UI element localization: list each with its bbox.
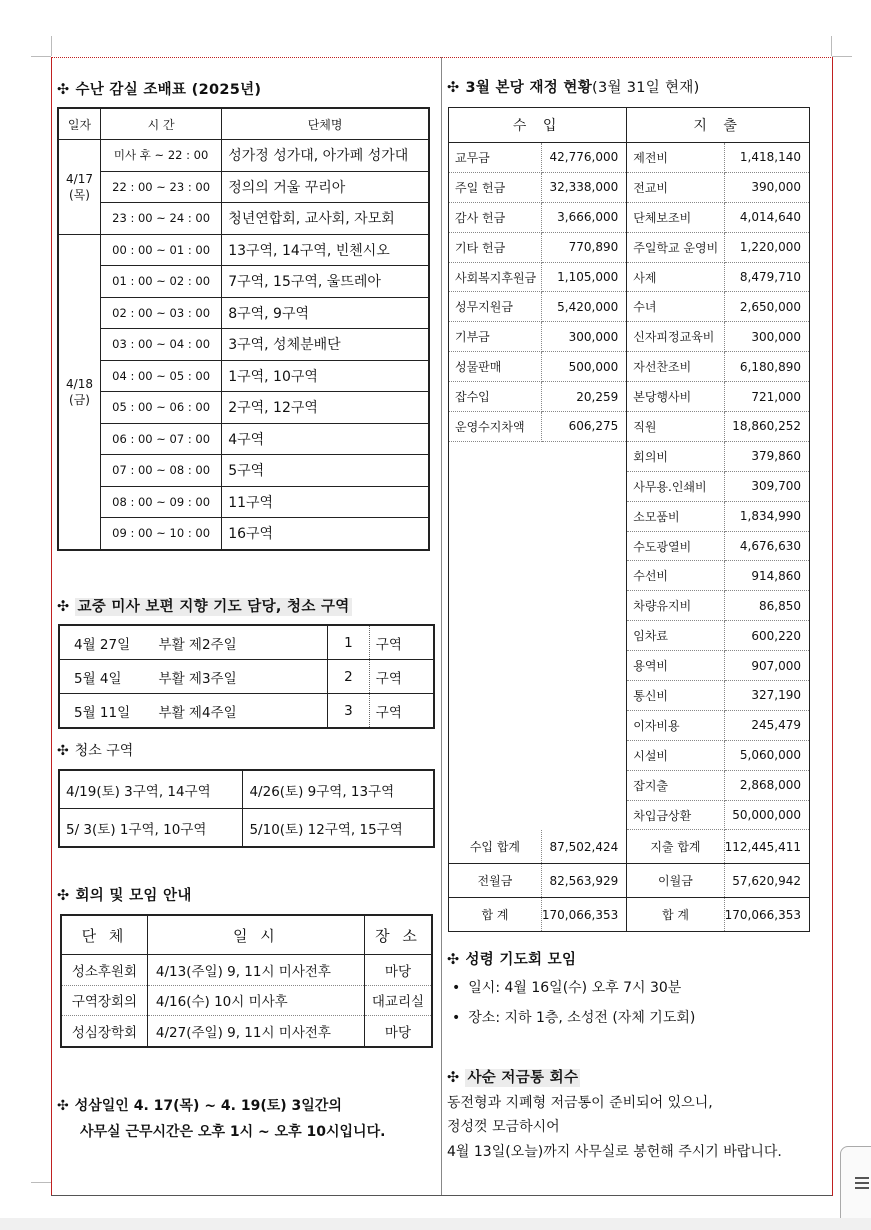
income-label: 기부금 [449,322,542,352]
meeting-org: 성심장학회 [61,1016,147,1047]
cleaning-cell: 4/26(토) 9구역, 13구역 [243,770,434,809]
group-cell: 2구역, 12구역 [222,392,429,424]
spirit-item-time: • 일시: 4월 16일(수) 오후 7시 30분 [452,980,682,996]
diamond-icon: ✣ [447,1070,460,1086]
income-label: 교무금 [449,143,542,173]
cleaning-title: ✣ 청소 구역 [57,743,134,759]
prayer-num: 3 [328,694,370,729]
income-value: 32,338,000 [541,172,626,202]
income-value: 1,105,000 [541,262,626,292]
expense-value: 1,834,990 [724,501,809,531]
expense-label: 전교비 [627,172,724,202]
expense-label: 수선비 [627,561,724,591]
income-label: 성물판매 [449,352,542,382]
header-place: 장 소 [364,915,432,955]
expense-value: 6,180,890 [724,352,809,382]
office-notice-line1: ✣ 성삼일인 4. 17(목) ~ 4. 19(토) 3일간의 [57,1098,342,1114]
list-icon [855,1177,869,1191]
income-label: 운영수지차액 [449,412,542,442]
finance-total-row [449,898,810,932]
group-cell: 정의의 거울 꾸리아 [222,171,429,203]
expense-value: 309,700 [724,471,809,501]
income-label: 잡수입 [449,382,542,412]
total-label: 지출 합계 [627,830,724,864]
finance-row [449,412,810,442]
cleaning-cell: 4/19(토) 3구역, 14구역 [59,770,243,809]
crop-mark [51,36,52,56]
total-label: 수입 합계 [449,830,542,864]
crop-mark [31,1182,51,1183]
time-cell: 04 : 00 ~ 05 : 00 [100,360,221,392]
diamond-icon: ✣ [57,888,70,904]
finance-table [448,107,810,932]
finance-row [449,382,810,412]
header-when: 일 시 [147,915,364,955]
prayer-date: 5월 4일 [59,660,157,694]
meeting-place: 대교리실 [364,985,432,1016]
income-blank [449,441,627,830]
piggy-line1: 동전형과 지폐형 저금통이 준비되어 있으니, [447,1095,713,1111]
finance-total-row [449,864,810,898]
expense-label: 임차료 [627,621,724,651]
expense-label: 자선찬조비 [627,352,724,382]
expense-label: 잡지출 [627,770,724,800]
total-label: 합 계 [449,898,542,932]
group-cell: 4구역 [222,423,429,455]
meeting-row [61,1016,432,1047]
group-cell: 5구역 [222,455,429,487]
bullet-icon: • [452,1010,461,1026]
spirit-title: ✣ 성령 기도회 모임 [447,952,577,968]
piggy-line2: 정성껏 모금하시어 [447,1119,560,1135]
expense-label: 직원 [627,412,724,442]
total-label: 합 계 [627,898,724,932]
finance-row [449,262,810,292]
income-value: 770,890 [541,232,626,262]
prayer-row [59,694,434,729]
header-group: 단체명 [222,108,429,140]
time-cell: 미사 후 ~ 22 : 00 [100,140,221,172]
expense-label: 통신비 [627,681,724,711]
meetings-table [60,914,433,1048]
prayer-row [59,625,434,660]
crop-mark [31,56,51,57]
expense-label: 본당행사비 [627,382,724,412]
income-label: 기타 헌금 [449,232,542,262]
prayer-week: 부활 제4주일 [157,694,328,729]
schedule-table [57,107,430,551]
viewer-bottom-bar [0,1218,871,1230]
meeting-org: 성소후원회 [61,955,147,986]
header-date: 일자 [58,108,100,140]
meeting-when: 4/13(주일) 9, 11시 미사전후 [147,955,364,986]
expense-value: 4,676,630 [724,531,809,561]
expense-label: 차량유지비 [627,591,724,621]
expense-value: 4,014,640 [724,202,809,232]
total-label: 이월금 [627,864,724,898]
header-time: 시 간 [100,108,221,140]
group-cell: 성가정 성가대, 아가페 성가대 [222,140,429,172]
finance-row [449,143,810,173]
expense-label: 단체보조비 [627,202,724,232]
expense-label: 주일학교 운영비 [627,232,724,262]
crop-mark [832,56,852,57]
meeting-place: 마당 [384,1024,411,1041]
expense-value: 907,000 [724,651,809,681]
total-value: 82,563,929 [541,864,626,898]
meeting-when: 4/16(수) 10시 미사후 [147,985,364,1016]
expense-value: 379,860 [724,441,809,471]
income-label: 사회복지후원금 [449,262,542,292]
time-cell: 02 : 00 ~ 03 : 00 [100,297,221,329]
meeting-row [61,985,432,1016]
meeting-org: 구역장회의 [61,985,147,1016]
meeting-place: 마당 [364,955,432,986]
expense-value: 300,000 [724,322,809,352]
expense-label: 용역비 [627,651,724,681]
group-cell: 16구역 [222,518,429,550]
spirit-item-place: • 장소: 지하 1층, 소성전 (자체 기도회) [452,1010,696,1026]
expense-value: 327,190 [724,681,809,711]
expense-value: 914,860 [724,561,809,591]
piggy-title: ✣ 사순 저금통 회수 [447,1070,579,1086]
expense-label: 사제 [627,262,724,292]
column-divider [441,57,442,1195]
expense-value: 50,000,000 [724,800,809,830]
meeting-row [61,955,432,986]
income-value: 20,259 [541,382,626,412]
time-cell: 22 : 00 ~ 23 : 00 [100,171,221,203]
expense-value: 1,220,000 [724,232,809,262]
time-cell: 09 : 00 ~ 10 : 00 [100,518,221,550]
income-value: 3,666,000 [541,202,626,232]
finance-row [449,441,810,471]
prayer-num: 2 [328,660,370,694]
expense-value: 18,860,252 [724,412,809,442]
prayer-table [58,624,435,729]
income-header: 수 입 [449,108,627,143]
time-cell: 05 : 00 ~ 06 : 00 [100,392,221,424]
bullet-icon: • [452,980,461,996]
expense-value: 2,868,000 [724,770,809,800]
expense-label: 회의비 [627,441,724,471]
income-value: 300,000 [541,322,626,352]
expense-value: 8,479,710 [724,262,809,292]
finance-row [449,292,810,322]
expense-label: 수녀 [627,292,724,322]
expense-label: 시설비 [627,740,724,770]
expense-value: 245,479 [724,710,809,740]
group-cell: 13구역, 14구역, 빈첸시오 [222,234,429,266]
expense-value: 1,418,140 [724,143,809,173]
total-value: 87,502,424 [541,830,626,864]
group-cell: 1구역, 10구역 [222,360,429,392]
prayer-date: 5월 11일 [59,694,157,729]
finance-row [449,352,810,382]
office-notice-line2: 사무실 근무시간은 오후 1시 ~ 오후 10시입니다. [80,1124,386,1140]
diamond-icon: ✣ [447,952,460,968]
expense-value: 721,000 [724,382,809,412]
expense-value: 600,220 [724,621,809,651]
income-label: 감사 헌금 [449,202,542,232]
prayer-num: 1 [328,625,370,660]
expense-label: 소모품비 [627,501,724,531]
finance-row [449,172,810,202]
group-cell: 청년연합회, 교사회, 자모회 [222,203,429,235]
finance-total-row [449,830,810,864]
cleaning-table [58,769,435,848]
total-value: 170,066,353 [724,907,801,922]
side-panel-button[interactable] [840,1146,871,1226]
prayer-row [59,660,434,694]
expense-label: 이자비용 [627,710,724,740]
income-label: 성무지원금 [449,292,542,322]
time-cell: 08 : 00 ~ 09 : 00 [100,486,221,518]
cleaning-cell: 5/10(토) 12구역, 15구역 [243,809,434,848]
diamond-icon: ✣ [57,82,70,98]
header-org: 단 체 [61,915,147,955]
date-cell: 4/17 (목) [58,140,100,235]
income-label: 주일 헌금 [449,172,542,202]
prayer-week: 부활 제3주일 [157,660,328,694]
piggy-line3: 4월 13일(오늘)까지 사무실로 봉헌해 주시기 바랍니다. [447,1144,782,1160]
total-value: 57,620,942 [724,864,809,898]
schedule-title: ✣ 수난 감실 조배표 (2025년) [57,82,262,98]
income-value: 42,776,000 [541,143,626,173]
meeting-when: 4/27(주일) 9, 11시 미사전후 [147,1016,364,1047]
expense-value: 390,000 [724,172,809,202]
prayer-unit: 구역 [369,694,434,729]
expense-label: 수도광열비 [627,531,724,561]
time-cell: 00 : 00 ~ 01 : 00 [100,234,221,266]
income-value: 500,000 [541,352,626,382]
date-cell: 4/18 (금) [58,234,100,550]
expense-value: 86,850 [724,591,809,621]
diamond-icon: ✣ [447,80,460,96]
crop-mark [831,36,832,56]
group-cell: 8구역, 9구역 [222,297,429,329]
prayer-week: 부활 제2주일 [157,625,328,660]
group-cell: 3구역, 성체분배단 [222,329,429,361]
time-cell: 01 : 00 ~ 02 : 00 [100,266,221,298]
cleaning-cell: 5/ 3(토) 1구역, 10구역 [59,809,243,848]
expense-value: 2,650,000 [724,292,809,322]
expense-label: 사무용.인쇄비 [627,471,724,501]
income-value: 606,275 [541,412,626,442]
time-cell: 03 : 00 ~ 04 : 00 [100,329,221,361]
total-value: 170,066,353 [541,898,626,932]
expense-header: 지 출 [627,108,810,143]
group-cell: 7구역, 15구역, 울뜨레아 [222,266,429,298]
group-cell: 11구역 [222,486,429,518]
income-value: 5,420,000 [541,292,626,322]
finance-row [449,232,810,262]
time-cell: 07 : 00 ~ 08 : 00 [100,455,221,487]
total-label: 전월금 [449,864,542,898]
page-bottom-line [51,1195,832,1196]
diamond-icon: ✣ [57,599,70,615]
prayer-unit: 구역 [369,660,434,694]
prayer-date: 4월 27일 [59,625,157,660]
expense-label: 차입금상환 [627,800,724,830]
prayer-unit: 구역 [369,625,434,660]
expense-value: 5,060,000 [724,740,809,770]
time-cell: 06 : 00 ~ 07 : 00 [100,423,221,455]
diamond-icon: ✣ [57,1098,69,1114]
expense-label: 신자피정교육비 [627,322,724,352]
expense-label: 제전비 [627,143,724,173]
diamond-icon: ✣ [57,743,69,759]
finance-row [449,202,810,232]
finance-row [449,322,810,352]
total-value: 112,445,411 [724,830,809,864]
finance-title: ✣ 3월 본당 재정 현황(3월 31일 현재) [447,80,700,96]
time-cell: 23 : 00 ~ 24 : 00 [100,203,221,235]
prayer-title: ✣ 교중 미사 보편 지향 기도 담당, 청소 구역 [57,599,350,615]
meetings-title: ✣ 회의 및 모임 안내 [57,888,192,904]
